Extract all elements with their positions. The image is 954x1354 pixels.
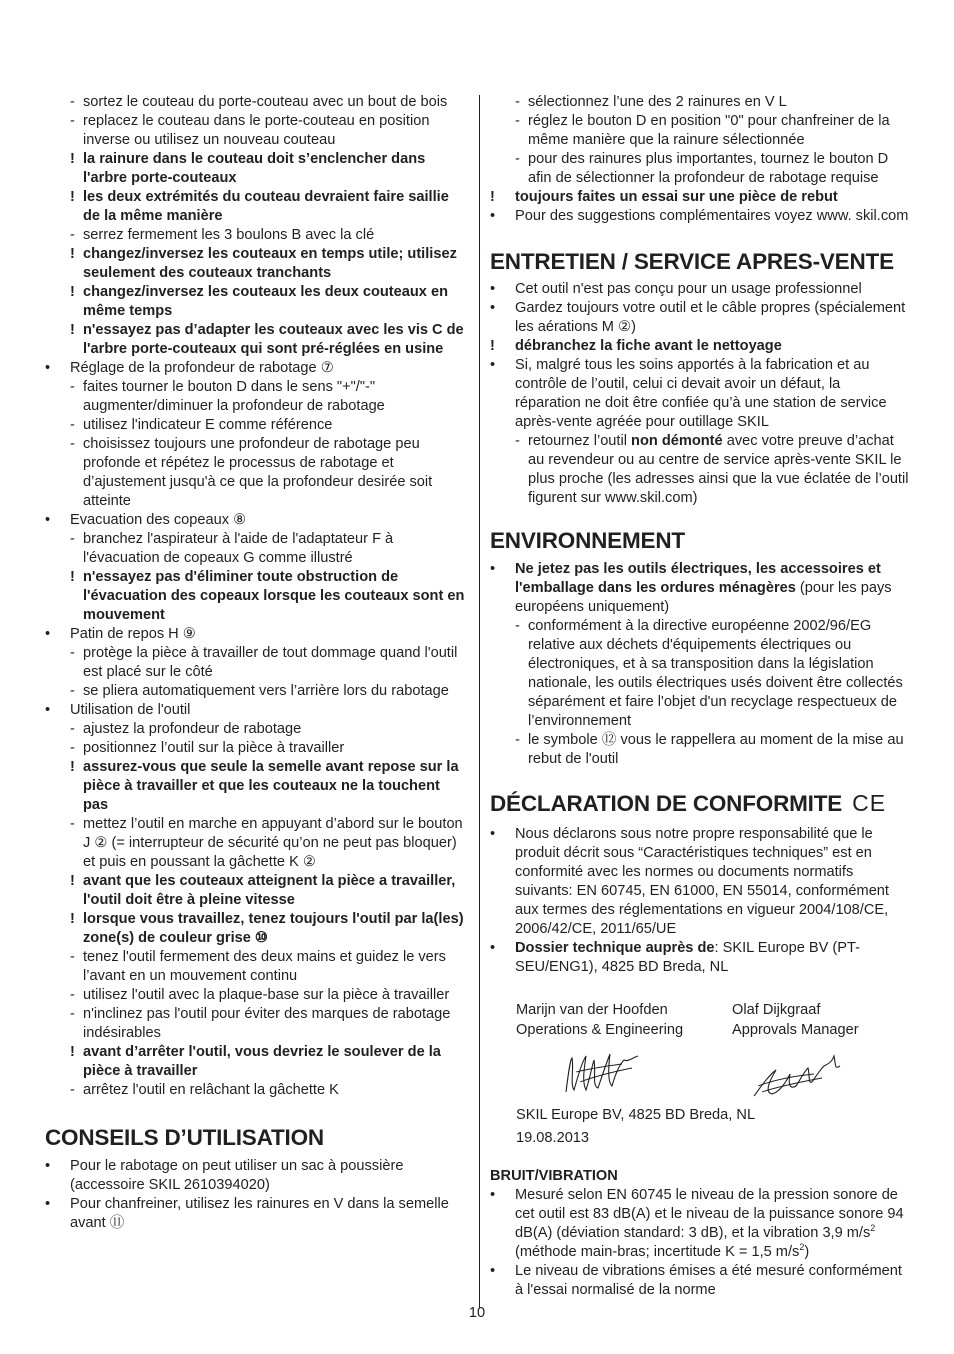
warning-marker: !: [70, 151, 75, 167]
signatories: [516, 1000, 910, 1042]
warning-marker: !: [490, 189, 495, 205]
list-item: [45, 739, 467, 758]
list-item: [45, 93, 467, 112]
list-item: [45, 1081, 467, 1100]
list-item: [490, 280, 910, 299]
entretien-heading: ENTRETIEN / SERVICE APRES-VENTE: [490, 249, 894, 274]
dash-marker: -: [70, 227, 75, 243]
list-item: [45, 986, 467, 1005]
declaration-list: [490, 825, 910, 977]
item-text: n'essayez pas d’adapter les couteaux avec les vis C de l'arbre porte-couteaux qui sont pré-réglées en usine: [83, 322, 464, 357]
list-item: [45, 910, 467, 948]
list-item: [45, 948, 467, 986]
item-text: conformément à la directive européenne 2002/96/EG relative aux déchets d'équipements électriques ou électroniques, et à sa transposition dans la législation nationale, les outils électriques usés doivent être collectés séparément et faire l'objet d'un recyclage respectueux de l’environnement: [528, 618, 903, 729]
list-item: [45, 815, 467, 872]
bullet-marker: •: [45, 512, 51, 528]
item-text: changez/inversez les couteaux en temps utile; utilisez seulement des couteaux tranchants: [83, 246, 457, 281]
bullet-marker: •: [490, 561, 496, 577]
item-text-bold: Dossier technique auprès de: [515, 940, 715, 956]
dash-marker: -: [70, 94, 75, 110]
item-text-bold: Ne jetez pas les outils électriques, les accessoires et l'emballage dans les ordures ménagères: [515, 561, 881, 596]
list-item: [45, 188, 467, 226]
bullet-marker: •: [45, 1158, 51, 1174]
dash-marker: -: [70, 683, 75, 699]
dash-marker: -: [70, 1006, 75, 1022]
bruit-heading: BRUIT/VIBRATION: [490, 1168, 618, 1184]
bullet-marker: •: [490, 208, 496, 224]
list-item: [45, 1157, 467, 1195]
item-text: changez/inversez les couteaux les deux couteaux en même temps: [83, 284, 448, 319]
list-item: [45, 625, 467, 644]
item-text: Patin de repos H ⑨: [70, 626, 196, 642]
item-text: mettez l’outil en marche en appuyant d’abord sur le bouton J ② (= interrupteur de sécurité qu’on ne peut pas bloquer) et puis en poussant la gâchette K ②: [83, 816, 463, 870]
bullet-marker: •: [490, 1187, 496, 1203]
item-text: Cet outil n'est pas conçu pour un usage professionnel: [515, 281, 862, 297]
instructions-list: [45, 93, 467, 1100]
list-item: [45, 359, 467, 378]
entretien-list: [490, 280, 910, 508]
list-item: [490, 93, 910, 112]
item-text: n'inclinez pas l'outil pour éviter des marques de rabotage indésirables: [83, 1006, 451, 1041]
right-column: [490, 93, 910, 1300]
bullet-marker: •: [490, 826, 496, 842]
signatory-role: Operations & Engineering: [516, 1022, 684, 1038]
dash-marker: -: [70, 1082, 75, 1098]
list-item: [45, 416, 467, 435]
list-item: [45, 245, 467, 283]
item-text: débranchez la fiche avant le nettoyage: [515, 338, 782, 354]
item-text: : SKIL Europe BV (PT-SEU/ENG1), 4825 BD Breda, NL: [515, 940, 860, 975]
dash-marker: -: [515, 732, 520, 748]
item-text: avant d’arrêter l'outil, vous devriez le soulever de la pièce à travailler: [83, 1044, 441, 1079]
warning-marker: !: [70, 284, 75, 300]
item-text: le symbole ⑫ vous le rappellera au moment de la mise au rebut de l'outil: [528, 732, 904, 767]
list-item: [490, 825, 910, 939]
item-text: n'essayez pas d'éliminer toute obstruction de l'évacuation des copeaux lorsque les couteaux sont en mouvement: [83, 569, 465, 623]
item-text: assurez-vous que seule la semelle avant repose sur la pièce à travailler et que les couteaux ne la touchent pas: [83, 759, 459, 813]
signatory-1: [516, 1000, 683, 1040]
list-item: [45, 682, 467, 701]
item-text: Réglage de la profondeur de rabotage ⑦: [70, 360, 334, 376]
list-item: [490, 1262, 910, 1300]
declaration-date: 19.08.2013: [516, 1130, 590, 1146]
ce-mark-icon: CE: [852, 790, 887, 816]
list-item: [490, 150, 910, 188]
item-text: toujours faites un essai sur une pièce de rebut: [515, 189, 838, 205]
bullet-marker: •: [45, 626, 51, 642]
signatures: [516, 1046, 910, 1102]
list-item: [490, 432, 910, 508]
warning-marker: !: [70, 873, 75, 889]
list-item: [45, 112, 467, 150]
warning-marker: !: [70, 569, 75, 585]
superscript: 2: [799, 1242, 805, 1253]
item-text: Evacuation des copeaux ⑧: [70, 512, 247, 528]
warning-marker: !: [70, 1044, 75, 1060]
list-item: [45, 226, 467, 245]
bullet-marker: •: [490, 300, 496, 316]
item-text: ajustez la profondeur de rabotage: [83, 721, 302, 737]
page-number: 10: [468, 1305, 486, 1321]
item-text: utilisez l'outil avec la plaque-base sur la pièce à travailler: [83, 987, 450, 1003]
list-item: [45, 1005, 467, 1043]
item-text: Nous déclarons sous notre propre responsabilité que le produit décrit sous “Caractéristiques techniques” est en conformité avec les normes ou documents normatifs suivants: EN 60745, EN 61000, EN 55014, conformément aux termes des réglementations en vigueur 2004/108/CE, 2006/42/CE, 2011/65/UE: [515, 826, 889, 937]
item-text: branchez l'aspirateur à l'aide de l'adaptateur F à l'évacuation de copeaux G comme illustré: [83, 531, 394, 566]
declaration-heading: [490, 790, 910, 817]
bullet-marker: •: [490, 281, 496, 297]
item-text: Utilisation de l'outil: [70, 702, 191, 718]
list-item: [45, 283, 467, 321]
warning-marker: !: [70, 759, 75, 775]
item-text: tenez l'outil fermement des deux mains et guidez le vers l’avant en un mouvement continu: [83, 949, 446, 984]
warning-marker: !: [70, 911, 75, 927]
item-text: lorsque vous travaillez, tenez toujours l'outil par la(les) zone(s) de couleur grise ⑩: [83, 911, 464, 946]
dash-marker: -: [70, 721, 75, 737]
signatory-role: Approvals Manager: [732, 1022, 859, 1038]
item-text: choisissez toujours une profondeur de rabotage peu profonde et répétez le processus de rabotage et d’ajustement jusqu'à ce que la profondeur desirée soit atteinte: [83, 436, 433, 509]
dash-marker: -: [70, 436, 75, 452]
list-item: [45, 530, 467, 568]
list-item: [45, 150, 467, 188]
declaration-title: DÉCLARATION DE CONFORMITE: [490, 791, 843, 816]
warning-marker: !: [490, 338, 495, 354]
environnement-heading: ENVIRONNEMENT: [490, 528, 685, 553]
dash-marker: -: [70, 987, 75, 1003]
item-text: Mesuré selon EN 60745 le niveau de la pression sonore de cet outil est 83 dB(A) et le niveau de la puissance sonore 94 dB(A) (déviation standard: 3 dB), et la vibration 3,9 m/s: [515, 1187, 904, 1241]
dash-marker: -: [515, 94, 520, 110]
signatory-2: [732, 1000, 859, 1040]
list-item: [490, 188, 910, 207]
dash-marker: -: [515, 113, 520, 129]
signature-2-icon: [750, 1046, 846, 1102]
item-text: se pliera automatiquement vers l’arrière lors du rabotage: [83, 683, 449, 699]
item-text: retournez l’outil: [528, 433, 632, 449]
list-item: [45, 435, 467, 511]
conseils-list: [45, 1157, 467, 1233]
dash-marker: -: [70, 379, 75, 395]
bullet-marker: •: [45, 1196, 51, 1212]
item-text-bold: non démonté: [631, 433, 723, 449]
left-column: [45, 93, 467, 1233]
dash-marker: -: [515, 433, 520, 449]
item-text: arrêtez l'outil en relâchant la gâchette K: [83, 1082, 339, 1098]
dash-marker: -: [70, 949, 75, 965]
list-item: [490, 939, 910, 977]
item-text: sélectionnez l’une des 2 rainures en V L: [528, 94, 787, 110]
signatory-name: Olaf Dijkgraaf: [732, 1002, 821, 1018]
bullet-marker: •: [490, 357, 496, 373]
list-item: [490, 617, 910, 731]
dash-marker: -: [70, 645, 75, 661]
item-text: Pour chanfreiner, utilisez les rainures en V dans la semelle avant ⑪: [70, 1196, 449, 1231]
list-item: [45, 720, 467, 739]
item-text: avec votre preuve d’achat au revendeur ou au centre de service après-vente SKIL le plus proche (les adresses ainsi que la vue éclatée de l’outil figurent sur www.skil.com): [528, 433, 909, 506]
chamfer-list: [490, 93, 910, 226]
list-item: [490, 112, 910, 150]
item-text: replacez le couteau dans le porte-couteau en position inverse ou utilisez un nouveau couteau: [83, 113, 430, 148]
dash-marker: -: [70, 531, 75, 547]
item-text: protège la pièce à travailler de tout dommage quand l'outil est placé sur le côté: [83, 645, 458, 680]
dash-marker: -: [515, 151, 520, 167]
item-text: Si, malgré tous les soins apportés à la fabrication et au contrôle de l’outil, celui ci devait avoir un défaut, la réparation ne doit être confiée qu’à une station de service après-vente agréée pour outillage SKIL: [515, 357, 887, 430]
bullet-marker: •: [490, 940, 496, 956]
bullet-marker: •: [490, 1263, 496, 1279]
item-text: Le niveau de vibrations émises a été mesuré conformément à l'essai normalisé de la norme: [515, 1263, 902, 1298]
list-item: [490, 207, 910, 226]
item-text: positionnez l’outil sur la pièce à travailler: [83, 740, 345, 756]
dash-marker: -: [70, 740, 75, 756]
list-item: [490, 337, 910, 356]
item-text: les deux extrémités du couteau devraient faire saillie de la même manière: [83, 189, 449, 224]
signature-1-icon: [562, 1046, 642, 1098]
list-item: [45, 511, 467, 530]
dash-marker: -: [70, 417, 75, 433]
dash-marker: -: [515, 618, 520, 634]
superscript: 2: [870, 1223, 876, 1234]
item-text: Gardez toujours votre outil et le câble propres (spécialement les aérations M ②): [515, 300, 906, 335]
list-item: [490, 299, 910, 337]
dash-marker: -: [70, 113, 75, 129]
list-item: [45, 701, 467, 720]
conseils-heading: CONSEILS D’UTILISATION: [45, 1125, 324, 1150]
list-item: [490, 560, 910, 617]
list-item: [490, 1186, 910, 1262]
column-divider: [479, 95, 480, 1308]
item-text: sortez le couteau du porte-couteau avec un bout de bois: [83, 94, 448, 110]
list-item: [490, 356, 910, 432]
item-text: (pour les pays européens uniquement): [515, 580, 892, 615]
item-text: Pour des suggestions complémentaires voyez www. skil.com: [515, 208, 909, 224]
list-item: [45, 568, 467, 625]
bullet-marker: •: [45, 702, 51, 718]
signatory-name: Marijn van der Hoofden: [516, 1002, 668, 1018]
item-text: faites tourner le bouton D dans le sens "+"/"-" augmenter/diminuer la profondeur de rabotage: [83, 379, 385, 414]
item-text: Pour le rabotage on peut utiliser un sac à poussière (accessoire SKIL 2610394020): [70, 1158, 404, 1193]
list-item: [45, 321, 467, 359]
dash-marker: -: [70, 816, 75, 832]
list-item: [45, 644, 467, 682]
environnement-list: [490, 560, 910, 769]
list-item: [45, 872, 467, 910]
list-item: [45, 1043, 467, 1081]
list-item: [45, 1195, 467, 1233]
company-address: SKIL Europe BV, 4825 BD Breda, NL: [516, 1107, 756, 1123]
list-item: [490, 731, 910, 769]
item-text: avant que les couteaux atteignent la pièce a travailler, l'outil doit être à pleine vitesse: [83, 873, 456, 908]
item-text: la rainure dans le couteau doit s’enclencher dans l'arbre porte-couteaux: [83, 151, 426, 186]
warning-marker: !: [70, 322, 75, 338]
warning-marker: !: [70, 246, 75, 262]
bullet-marker: •: [45, 360, 51, 376]
item-text: pour des rainures plus importantes, tournez le bouton D afin de sélectionner la profondeur de rabotage requise: [528, 151, 889, 186]
list-item: [45, 378, 467, 416]
list-item: [45, 758, 467, 815]
item-text: utilisez l'indicateur E comme référence: [83, 417, 333, 433]
item-text: (méthode main-bras; incertitude K = 1,5 m/s: [515, 1244, 800, 1260]
item-text: ): [804, 1244, 810, 1260]
item-text: réglez le bouton D en position "0" pour chanfreiner de la même manière que la rainure sélectionnée: [528, 113, 890, 148]
warning-marker: !: [70, 189, 75, 205]
item-text: serrez fermement les 3 boulons B avec la clé: [83, 227, 375, 243]
